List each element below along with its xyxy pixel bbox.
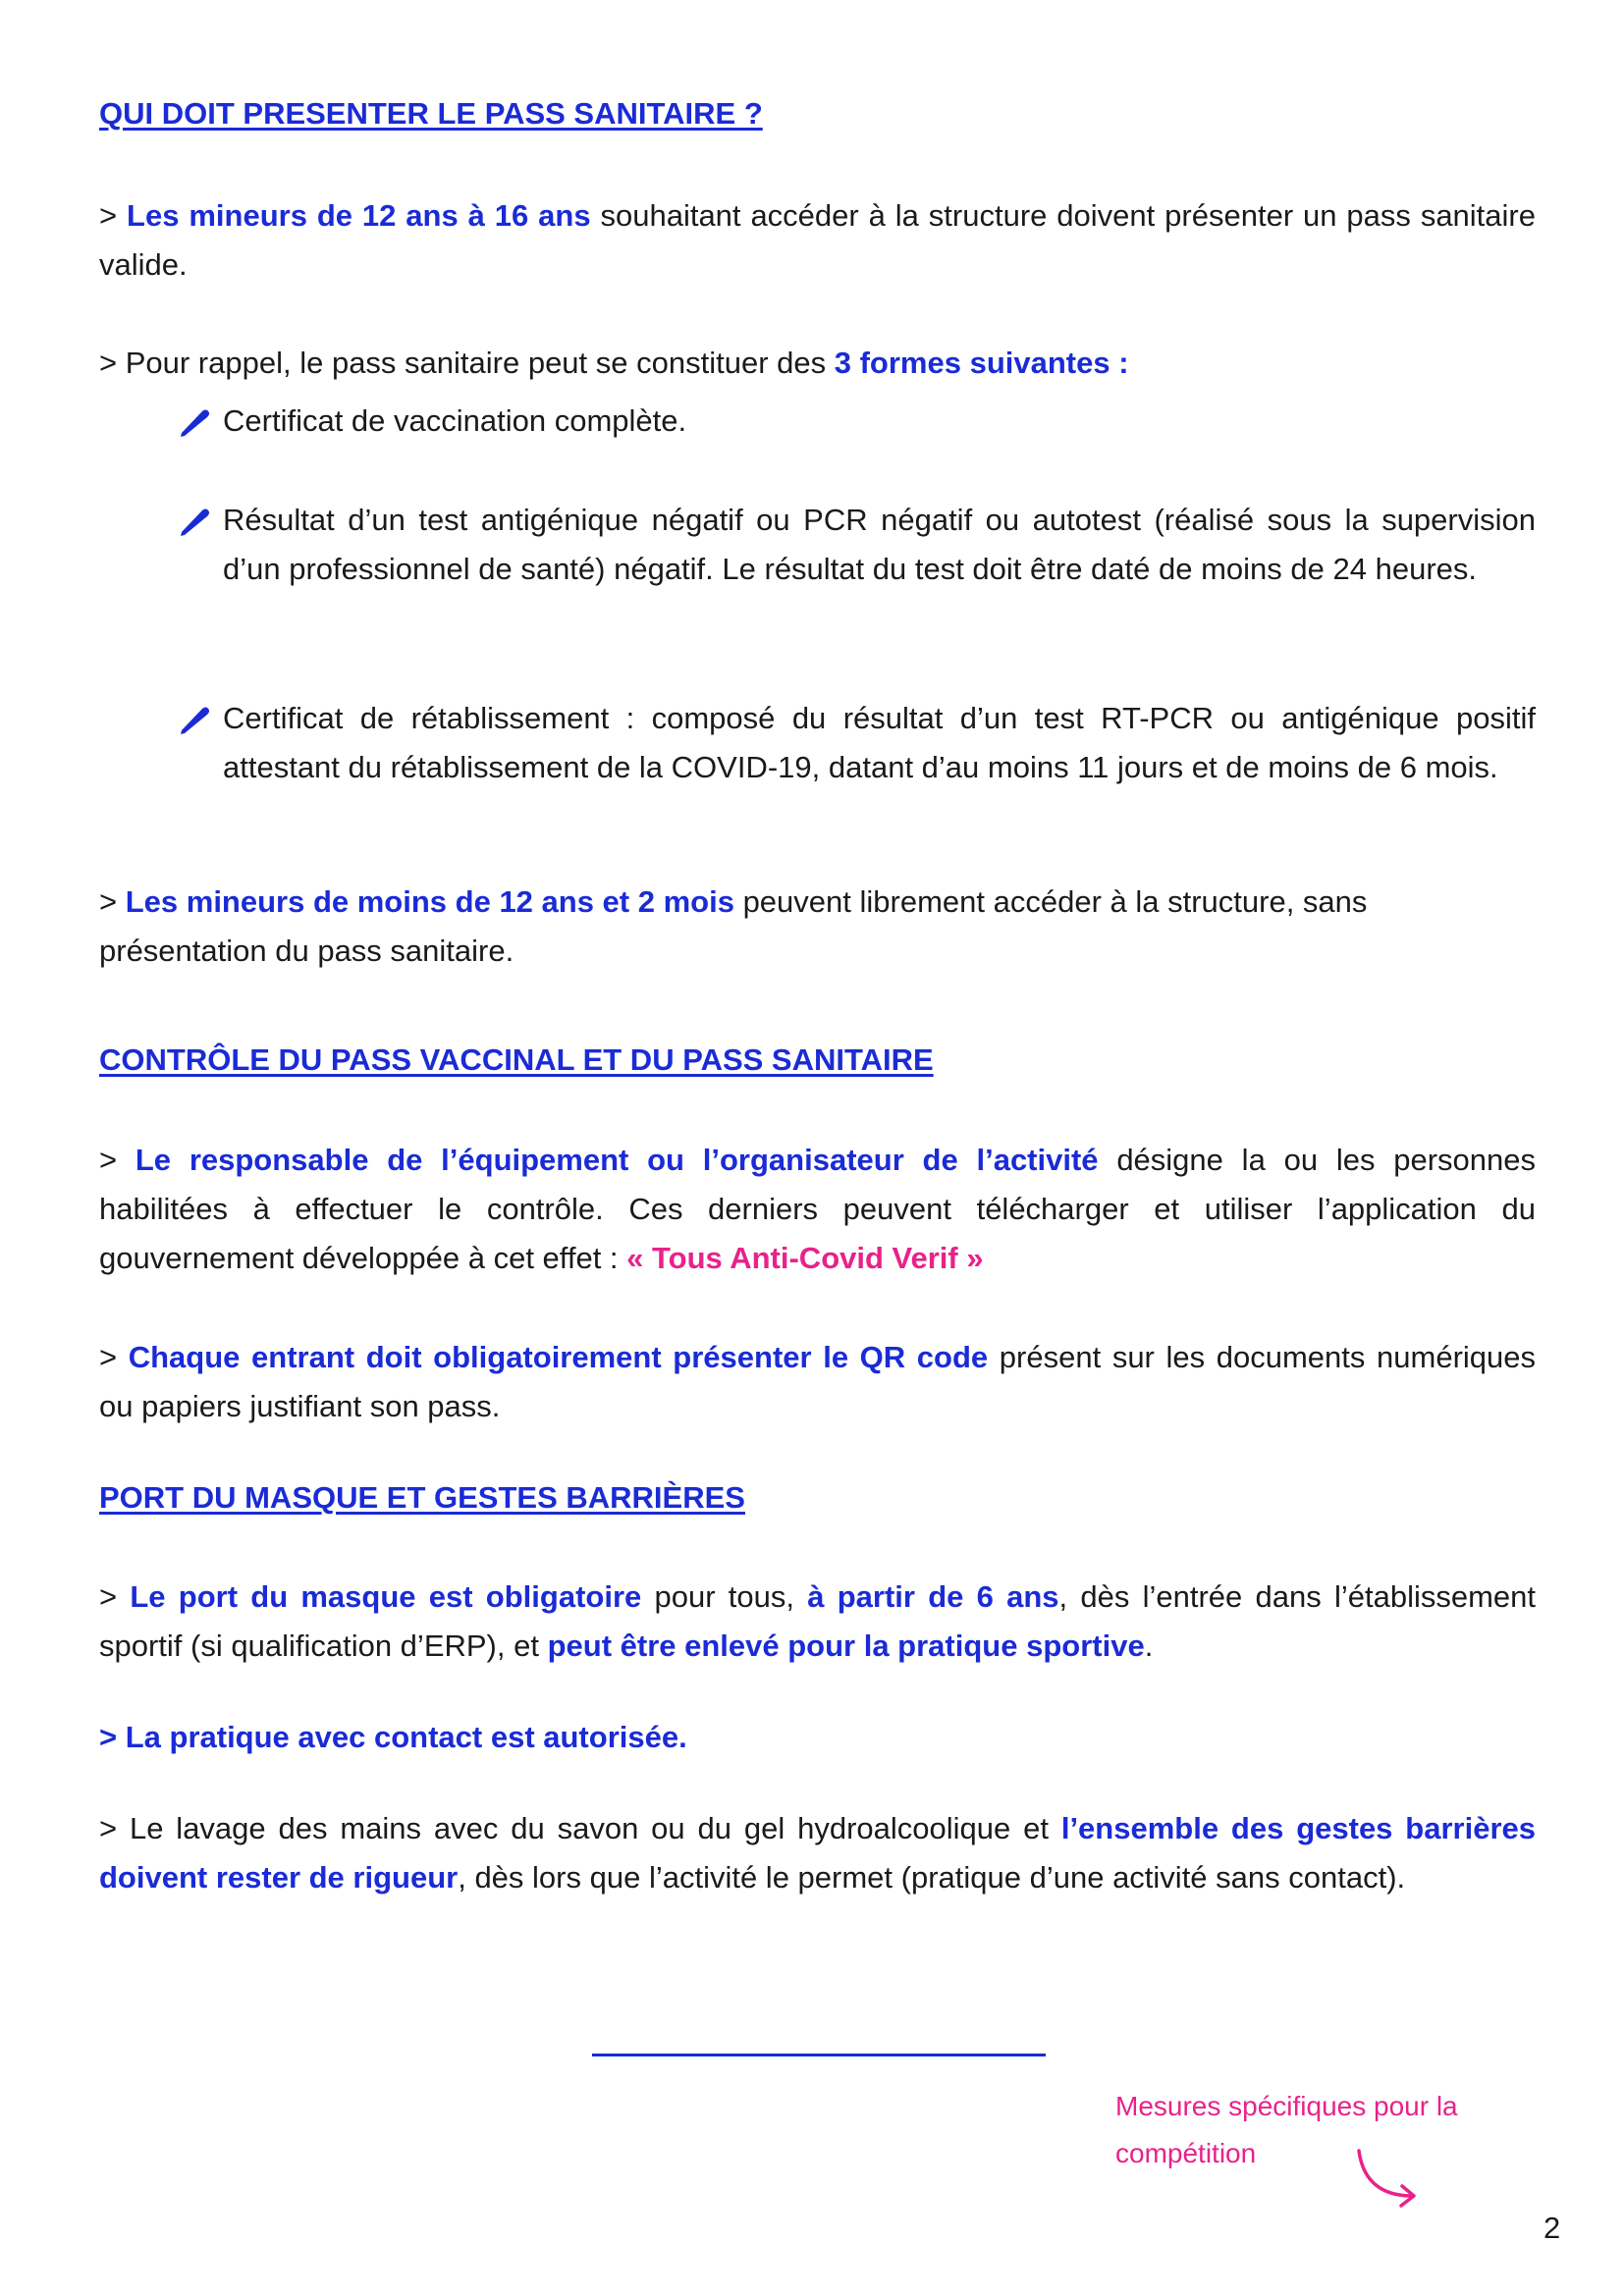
bullet-text: Résultat d’un test antigénique négatif ou PCR négatif ou autotest (réalisé sous la supervision d’un professionnel de santé) négatif. Le résultat du test doit être daté de moins de 24 heures. <box>223 503 1536 586</box>
bullet-item <box>178 496 1536 594</box>
paragraph-responsable: > Le responsable de l’équipement ou l’organisateur de l’activité désigne la ou les personnes habilitées à effectuer le contrôle. Ces derniers peuvent télécharger et utiliser l’application du gouvernement développée à cet effet : « Tous Anti-Covid Verif » <box>99 1143 1536 1275</box>
paragraph-qr-code: > Chaque entrant doit obligatoirement présenter le QR code présent sur les documents numériques ou papiers justifiant son pass. <box>99 1340 1536 1423</box>
paragraph-mineurs-moins-12: > Les mineurs de moins de 12 ans et 2 mois peuvent librement accéder à la structure, sans présentation du pass sanitaire. <box>99 884 1368 968</box>
paragraph-mineurs-12-16: > Les mineurs de 12 ans à 16 ans souhaitant accéder à la structure doivent présenter un pass sanitaire valide. <box>99 198 1536 282</box>
curved-arrow-icon[interactable] <box>1353 2145 1424 2214</box>
section-title-masque: PORT DU MASQUE ET GESTES BARRIÈRES <box>99 1480 745 1515</box>
paragraph-pratique-contact: > La pratique avec contact est autorisée. <box>99 1720 687 1754</box>
app-name-tous-anti-covid-verif: « Tous Anti-Covid Verif » <box>626 1241 984 1275</box>
bullet-text: Certificat de rétablissement : composé du résultat d’un test RT-PCR ou antigénique positif attestant du rétablissement de la COVID-19, datant d’au moins 11 jours et de moins de 6 mois. <box>223 701 1536 784</box>
next-page-link[interactable]: Mesures spécifiques pour la compétition <box>1115 2091 1458 2168</box>
paragraph-port-masque: > Le port du masque est obligatoire pour tous, à partir de 6 ans, dès l’entrée dans l’établissement sportif (si qualification d’ERP), et peut être enlevé pour la pratique sportive. <box>99 1579 1536 1663</box>
paragraph-lavage-mains: > Le lavage des mains avec du savon ou du gel hydroalcoolique et l’ensemble des gestes barrières doivent rester de rigueur, dès lors que l’activité le permet (pratique d’une activité sans contact). <box>99 1811 1536 1895</box>
page-number: 2 <box>1543 2211 1561 2245</box>
pencil-icon <box>178 404 213 440</box>
paragraph-formes-pass: > Pour rappel, le pass sanitaire peut se constituer des 3 formes suivantes : <box>99 346 1129 380</box>
section-title-pass-sanitaire: QUI DOIT PRESENTER LE PASS SANITAIRE ? <box>99 96 763 131</box>
pencil-icon <box>178 504 213 539</box>
footer-divider <box>592 2054 1046 2056</box>
bullet-item <box>178 397 1536 446</box>
pencil-icon <box>178 702 213 737</box>
bullet-item <box>178 694 1536 792</box>
bullet-text: Certificat de vaccination complète. <box>223 403 687 438</box>
section-title-controle-pass: CONTRÔLE DU PASS VACCINAL ET DU PASS SANITAIRE <box>99 1042 934 1077</box>
